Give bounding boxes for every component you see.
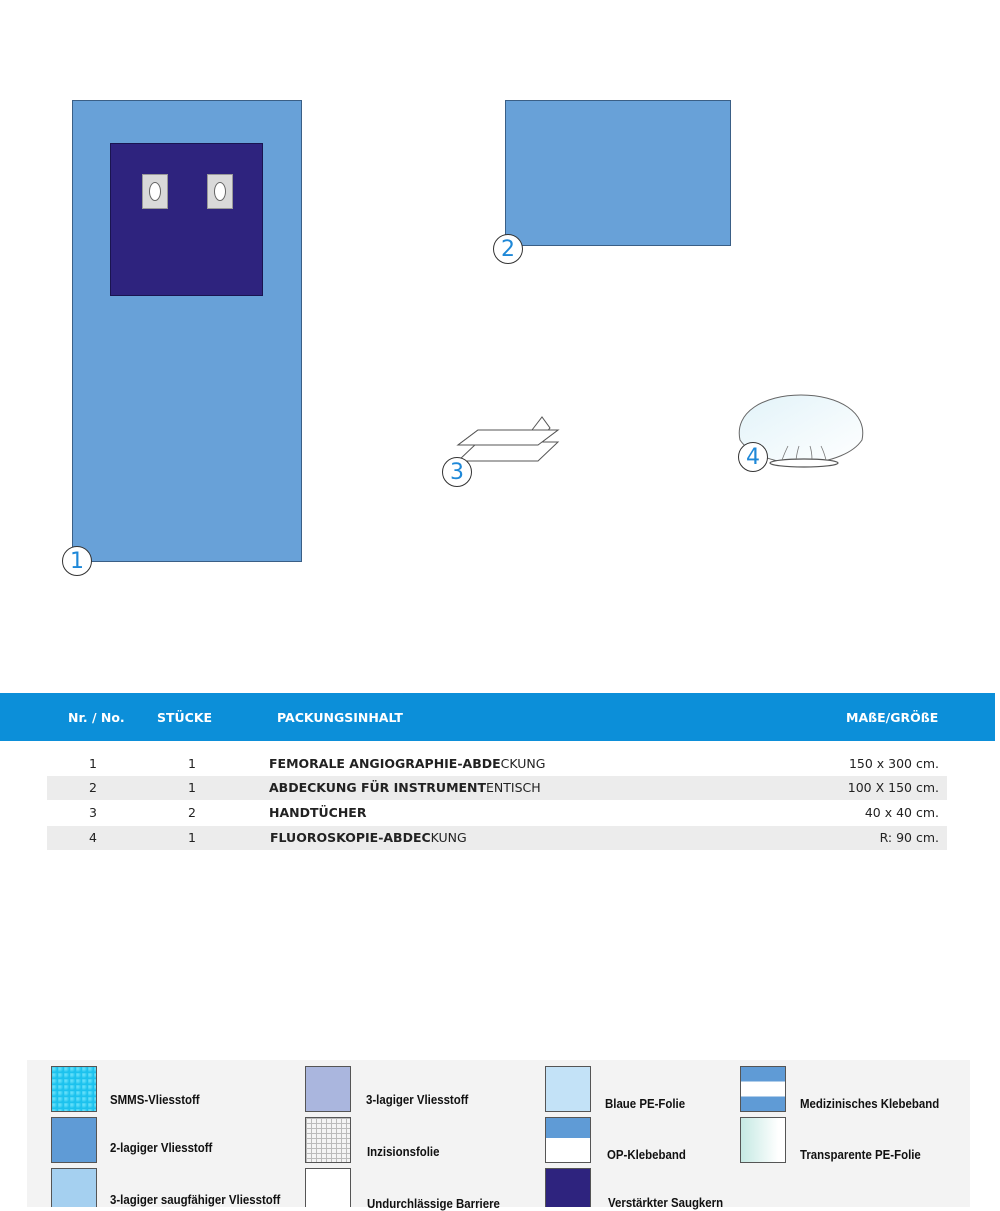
femoral-angiography-drape: [72, 100, 302, 562]
legend-label: OP-Klebeband: [607, 1147, 686, 1162]
header-qty: STÜCKE: [157, 710, 213, 725]
material-legend: [27, 1060, 970, 1211]
reinforced-core-panel: [110, 143, 263, 296]
legend-label: Inzisionsfolie: [367, 1144, 440, 1159]
item-badge-4: 4: [738, 442, 768, 472]
legend-label: 3-lagiger Vliesstoff: [366, 1092, 469, 1107]
legend-label: Transparente PE-Folie: [800, 1147, 921, 1162]
reinforced-core-swatch-icon: [545, 1168, 591, 1207]
three-layer-absorbent-swatch-icon: [51, 1168, 97, 1207]
three-layer-swatch-icon: [305, 1066, 351, 1112]
header-no: Nr. / No.: [68, 710, 125, 725]
table-row: 1 1 FEMORALE ANGIOGRAPHIE-ABDECKUNG 150 x 300 cm.: [89, 756, 939, 771]
table-header: [0, 693, 995, 741]
legend-label: Undurchlässige Barriere: [367, 1196, 500, 1211]
hand-towels-icon: [450, 412, 565, 467]
legend-label: Verstärkter Saugkern: [608, 1195, 724, 1210]
medical-tape-swatch-icon: [740, 1066, 786, 1112]
impermeable-barrier-swatch-icon: [305, 1168, 351, 1207]
header-content: PACKUNGSINHALT: [277, 710, 403, 725]
table-row: 2 1 ABDECKUNG FÜR INSTRUMENTENTISCH 100 X 150 cm.: [47, 776, 947, 800]
incision-window-left-icon: [142, 174, 168, 209]
legend-label: Blaue PE-Folie: [605, 1096, 686, 1111]
item-badge-2: 2: [493, 234, 523, 264]
smms-swatch-icon: [51, 1066, 97, 1112]
two-layer-swatch-icon: [51, 1117, 97, 1163]
legend-label: SMMS-Vliesstoff: [110, 1092, 200, 1107]
incision-film-swatch-icon: [305, 1117, 351, 1163]
blue-pe-film-swatch-icon: [545, 1066, 591, 1112]
legend-label: 2-lagiger Vliesstoff: [110, 1140, 213, 1155]
header-size: MAßE/GRÖßE: [846, 710, 939, 725]
incision-window-right-icon: [207, 174, 233, 209]
instrument-table-cover: [505, 100, 731, 246]
item-badge-3: 3: [442, 457, 472, 487]
transparent-pe-film-swatch-icon: [740, 1117, 786, 1163]
op-tape-swatch-icon: [545, 1117, 591, 1163]
table-row: 3 2 HANDTÜCHER 40 x 40 cm.: [89, 805, 939, 820]
table-row: 4 1 FLUOROSKOPIE-ABDECKUNG R: 90 cm.: [47, 826, 947, 850]
legend-label: Medizinisches Klebeband: [800, 1096, 940, 1111]
legend-label: 3-lagiger saugfähiger Vliesstoff: [110, 1192, 281, 1207]
item-badge-1: 1: [62, 546, 92, 576]
